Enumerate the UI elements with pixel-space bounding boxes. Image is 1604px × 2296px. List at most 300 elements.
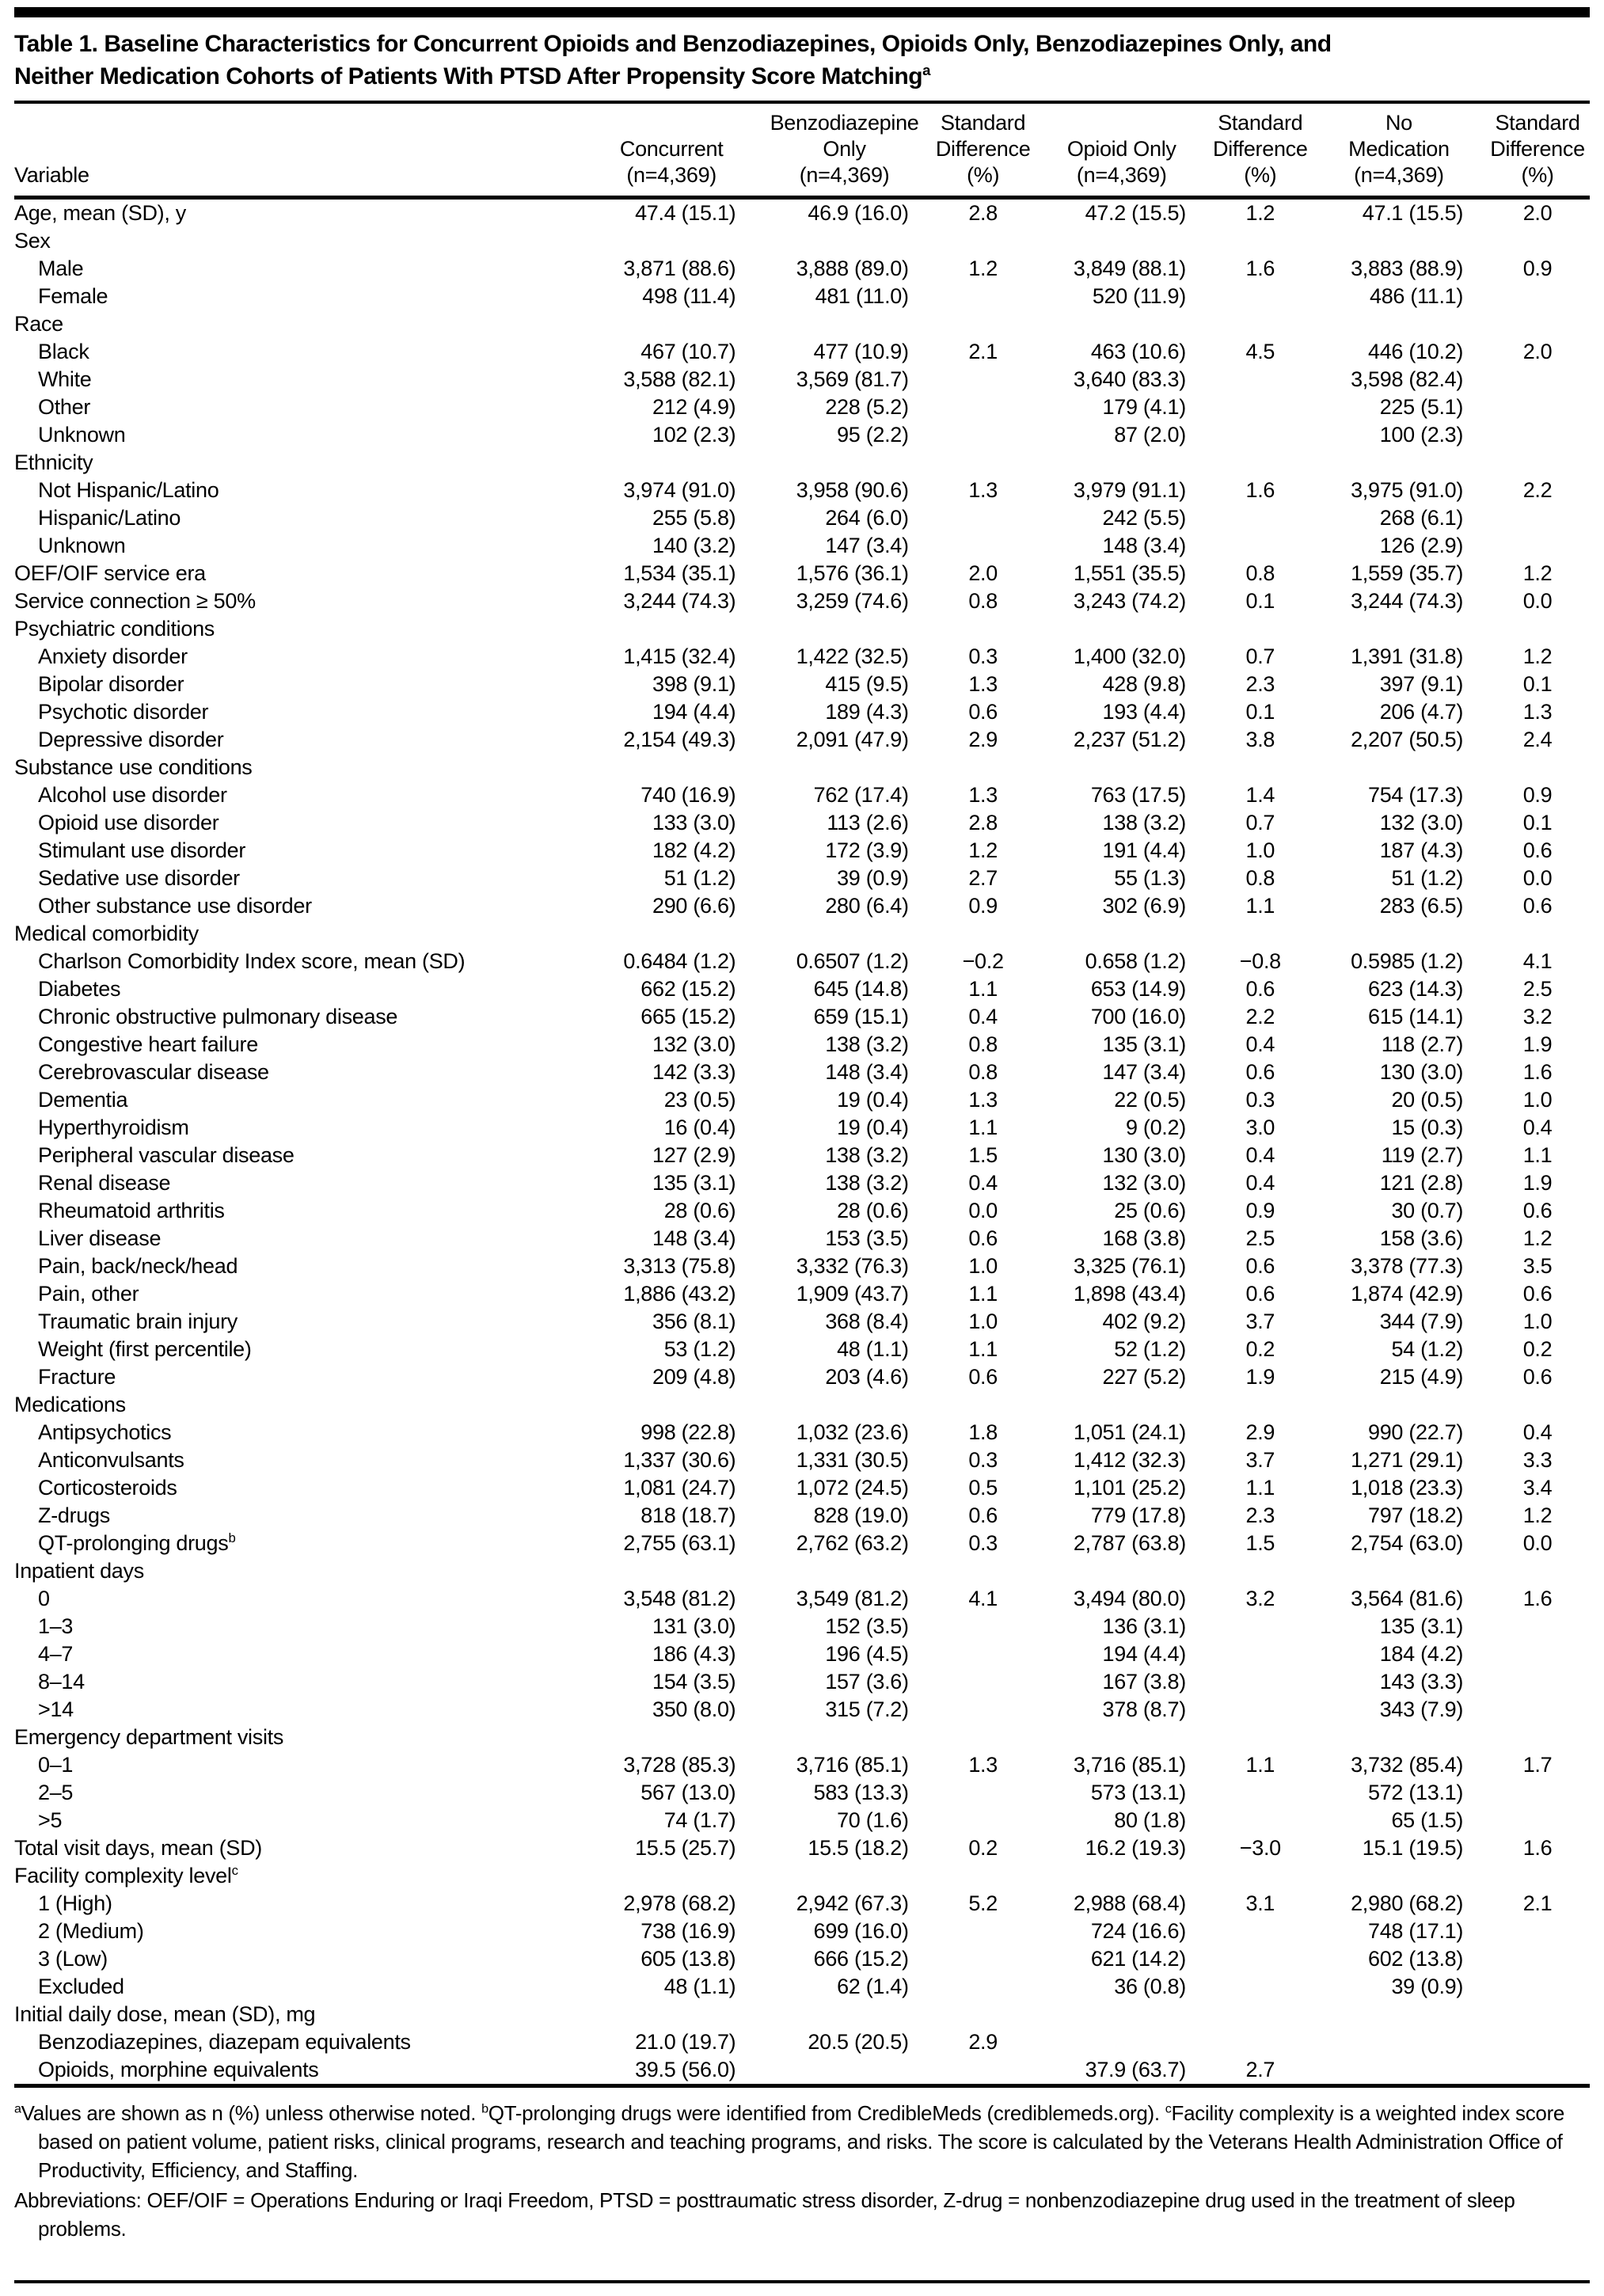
cell-value	[758, 1557, 930, 1585]
table-row	[14, 504, 1590, 532]
cell-value: 344 (7.9)	[1379, 1310, 1464, 1333]
cell-value: 62 (1.4)	[837, 1975, 909, 1998]
cell-value: 70 (1.6)	[837, 1808, 909, 1832]
cell-value: 797 (18.2)	[1368, 1503, 1464, 1527]
cell-value	[585, 1724, 758, 1751]
column-header-line: Variable	[14, 163, 89, 187]
cell-standard-difference	[1208, 615, 1313, 643]
cell-standard-difference	[931, 366, 1036, 393]
cell-standard-difference: 2.9	[968, 2030, 998, 2054]
table-row	[14, 615, 1590, 643]
table-row	[14, 255, 1590, 283]
cell-standard-difference: 0.8	[1245, 561, 1275, 585]
cell-standard-difference: 3.4	[1522, 1476, 1553, 1500]
row-label: QT-prolonging drugs$^b$	[38, 1530, 236, 1555]
cell-value: 2,762 (63.2)	[796, 1531, 909, 1555]
cell-standard-difference: 0.6	[1522, 894, 1553, 918]
cell-value: 1,051 (24.1)	[1073, 1420, 1186, 1444]
cell-standard-difference: 1.1	[1245, 1753, 1275, 1777]
cell-value: 95 (2.2)	[837, 423, 909, 447]
row-label: Opioids, morphine equivalents	[38, 2058, 319, 2081]
cell-standard-difference	[931, 283, 1036, 310]
cell-standard-difference: 1.2	[968, 838, 998, 862]
cell-standard-difference: 1.3	[968, 478, 998, 502]
cell-value: 0.6484 (1.2)	[623, 949, 736, 973]
column-header-line: Difference	[1490, 137, 1585, 161]
row-label: Total visit days, mean (SD)	[14, 1836, 262, 1860]
table-row	[14, 1945, 1590, 1973]
cell-standard-difference: 3.0	[1245, 1116, 1275, 1139]
cell-value: 100 (2.3)	[1379, 423, 1464, 447]
cell-value: 131 (3.0)	[652, 1614, 736, 1638]
cell-standard-difference: 1.9	[1522, 1032, 1553, 1056]
table-row	[14, 1059, 1590, 1086]
cell-value: 15 (0.3)	[1391, 1116, 1464, 1139]
table-row	[14, 1502, 1590, 1530]
table-row	[14, 477, 1590, 504]
cell-value: 290 (6.6)	[652, 894, 736, 918]
cell-standard-difference	[931, 1862, 1036, 1890]
cell-value: 225 (5.1)	[1379, 395, 1464, 419]
column-header-benzodiazepine-only	[758, 104, 930, 198]
cell-value	[1036, 2028, 1208, 2056]
cell-standard-difference: 0.8	[968, 1032, 998, 1056]
cell-value	[1313, 2001, 1485, 2028]
cell-value: 23 (0.5)	[663, 1088, 736, 1112]
cell-value	[1036, 920, 1208, 948]
table-row	[14, 920, 1590, 948]
cell-value: 48 (1.1)	[837, 1337, 909, 1361]
cell-standard-difference	[931, 1779, 1036, 1807]
cell-value: 665 (15.2)	[640, 1005, 736, 1028]
cell-standard-difference: 0.4	[1245, 1171, 1275, 1195]
cell-value: 148 (3.4)	[1102, 534, 1186, 557]
table-row	[14, 1169, 1590, 1197]
cell-standard-difference	[931, 754, 1036, 781]
table-row	[14, 198, 1590, 228]
cell-value	[1036, 227, 1208, 255]
cell-value: 1,072 (24.5)	[796, 1476, 909, 1500]
cell-value: 194 (4.4)	[652, 700, 736, 724]
table-row	[14, 1280, 1590, 1308]
cell-standard-difference	[1485, 2056, 1590, 2084]
baseline-characteristics-table	[14, 104, 1590, 2084]
cell-value: 3,313 (75.8)	[623, 1254, 736, 1278]
cell-value: 1,101 (25.2)	[1073, 1476, 1186, 1500]
row-label: Peripheral vascular disease	[38, 1143, 295, 1167]
cell-standard-difference	[1208, 2028, 1313, 2056]
cell-value: 157 (3.6)	[825, 1670, 909, 1693]
cell-standard-difference	[1485, 1668, 1590, 1696]
cell-value: 28 (0.6)	[663, 1199, 736, 1222]
cell-value: 130 (3.0)	[1102, 1143, 1186, 1167]
cell-value: 264 (6.0)	[825, 506, 909, 530]
cell-standard-difference: 2.3	[1245, 1503, 1275, 1527]
cell-standard-difference: 0.4	[1522, 1420, 1553, 1444]
cell-value: 1,391 (31.8)	[1351, 644, 1464, 668]
cell-value	[1036, 615, 1208, 643]
column-header-line: Concurrent	[619, 137, 724, 161]
title-line-1: Table 1. Baseline Characteristics for Concurrent Opioids and Benzodiazepines, Opioids Only, Benzodiazepines Only, and	[14, 31, 1332, 57]
cell-standard-difference: 0.2	[1522, 1337, 1553, 1361]
cell-standard-difference	[1208, 1640, 1313, 1668]
cell-standard-difference: 1.1	[968, 1282, 998, 1306]
cell-standard-difference: 0.4	[1522, 1116, 1553, 1139]
cell-standard-difference: 0.8	[968, 1060, 998, 1084]
cell-value: 990 (22.7)	[1368, 1420, 1464, 1444]
column-header-line: Difference	[935, 137, 1031, 161]
cell-standard-difference: 2.8	[968, 811, 998, 834]
cell-value: 3,728 (85.3)	[623, 1753, 736, 1777]
table-row	[14, 2001, 1590, 2028]
row-label: Opioid use disorder	[38, 811, 219, 834]
column-header-line: (%)	[967, 163, 1000, 187]
cell-standard-difference: 2.5	[1522, 977, 1553, 1001]
cell-standard-difference: 0.6	[968, 1365, 998, 1389]
cell-value: 779 (17.8)	[1090, 1503, 1186, 1527]
cell-standard-difference: 0.9	[1522, 257, 1553, 280]
cell-value	[1036, 1391, 1208, 1419]
cell-value: 39 (0.9)	[1391, 1975, 1464, 1998]
cell-standard-difference: 1.6	[1522, 1836, 1553, 1860]
row-label: Sex	[14, 229, 51, 253]
cell-standard-difference: −0.2	[962, 949, 1004, 973]
cell-value: 1,331 (30.5)	[796, 1448, 909, 1472]
cell-standard-difference: 2.9	[968, 728, 998, 751]
cell-standard-difference: 3.8	[1245, 728, 1275, 751]
cell-standard-difference	[1208, 504, 1313, 532]
table-row	[14, 1751, 1590, 1779]
cell-value: 659 (15.1)	[813, 1005, 909, 1028]
footnote-superscript: a	[14, 2101, 21, 2116]
cell-value: 1,032 (23.6)	[796, 1420, 909, 1444]
cell-standard-difference	[1485, 310, 1590, 338]
cell-value: 52 (1.2)	[1114, 1337, 1186, 1361]
cell-value: 148 (3.4)	[825, 1060, 909, 1084]
table-row	[14, 532, 1590, 560]
cell-value: 3,569 (81.7)	[796, 367, 909, 391]
cell-standard-difference: 3.7	[1245, 1448, 1275, 1472]
cell-value: 138 (3.2)	[825, 1032, 909, 1056]
cell-value: 30 (0.7)	[1391, 1199, 1464, 1222]
cell-standard-difference	[1485, 504, 1590, 532]
cell-value: 16 (0.4)	[663, 1116, 736, 1139]
cell-value: 87 (2.0)	[1114, 423, 1186, 447]
column-header-variable	[14, 104, 585, 198]
cell-value: 402 (9.2)	[1102, 1310, 1186, 1333]
cell-standard-difference	[1208, 283, 1313, 310]
table-row	[14, 1142, 1590, 1169]
cell-standard-difference: 1.1	[1522, 1143, 1553, 1167]
row-label: Benzodiazepines, diazepam equivalents	[38, 2030, 411, 2054]
cell-value: 315 (7.2)	[825, 1697, 909, 1721]
table-row	[14, 587, 1590, 615]
row-label: 1 (High)	[38, 1891, 112, 1915]
row-label: Emergency department visits	[14, 1725, 284, 1749]
cell-value: 356 (8.1)	[652, 1310, 736, 1333]
cell-value	[758, 2001, 930, 2028]
cell-standard-difference: 1.5	[968, 1143, 998, 1167]
cell-standard-difference	[1208, 449, 1313, 477]
row-label: Pain, other	[38, 1282, 139, 1306]
table-top-bar	[14, 7, 1590, 17]
cell-value	[1036, 1724, 1208, 1751]
row-label: Pain, back/neck/head	[38, 1254, 238, 1278]
cell-value	[585, 310, 758, 338]
cell-standard-difference	[1485, 1557, 1590, 1585]
cell-value	[1313, 310, 1485, 338]
table-row	[14, 1724, 1590, 1751]
cell-standard-difference	[1485, 421, 1590, 449]
cell-standard-difference: 0.0	[968, 1199, 998, 1222]
table-row	[14, 310, 1590, 338]
cell-value: 2,091 (47.9)	[796, 728, 909, 751]
cell-standard-difference	[1485, 1640, 1590, 1668]
cell-standard-difference: −3.0	[1239, 1836, 1281, 1860]
cell-value	[758, 615, 930, 643]
cell-standard-difference	[1208, 1696, 1313, 1724]
cell-value: 1,576 (36.1)	[796, 561, 909, 585]
cell-value: 152 (3.5)	[825, 1614, 909, 1638]
cell-value: 2,988 (68.4)	[1073, 1891, 1186, 1915]
cell-standard-difference: 0.6	[1522, 1199, 1553, 1222]
table-row	[14, 560, 1590, 587]
cell-standard-difference: 0.1	[1522, 811, 1553, 834]
cell-standard-difference: 0.1	[1245, 700, 1275, 724]
title-line-2-text: Neither Medication Cohorts of Patients With PTSD After Propensity Score Matching	[14, 63, 923, 89]
table-row	[14, 366, 1590, 393]
cell-value: 573 (13.1)	[1090, 1781, 1186, 1804]
cell-standard-difference: 1.1	[1245, 1476, 1275, 1500]
cell-value: 203 (4.6)	[825, 1365, 909, 1389]
cell-standard-difference	[931, 615, 1036, 643]
cell-value: 242 (5.5)	[1102, 506, 1186, 530]
column-header-line: Only	[823, 137, 866, 161]
cell-value: 268 (6.1)	[1379, 506, 1464, 530]
cell-value: 1,898 (43.4)	[1073, 1282, 1186, 1306]
cell-value: 53 (1.2)	[663, 1337, 736, 1361]
cell-value	[758, 227, 930, 255]
cell-standard-difference: −0.8	[1239, 949, 1281, 973]
cell-standard-difference	[931, 1724, 1036, 1751]
cell-standard-difference: 3.3	[1522, 1448, 1553, 1472]
row-label: 0–1	[38, 1753, 74, 1777]
table-bottom-rule	[14, 2280, 1590, 2283]
cell-value: 818 (18.7)	[640, 1503, 736, 1527]
cell-value: 255 (5.8)	[652, 506, 736, 530]
cell-value: 135 (3.1)	[652, 1171, 736, 1195]
cell-value: 25 (0.6)	[1114, 1199, 1186, 1222]
cell-value	[1313, 1557, 1485, 1585]
cell-value	[758, 449, 930, 477]
cell-value: 3,588 (82.1)	[623, 367, 736, 391]
cell-standard-difference	[1485, 1724, 1590, 1751]
cell-value: 3,243 (74.2)	[1073, 589, 1186, 613]
cell-standard-difference: 0.4	[1245, 1032, 1275, 1056]
cell-value: 140 (3.2)	[652, 534, 736, 557]
cell-standard-difference: 0.6	[968, 1226, 998, 1250]
column-header-standard-difference-3	[1485, 104, 1590, 198]
cell-standard-difference: 2.0	[1522, 201, 1553, 225]
cell-value: 132 (3.0)	[1102, 1171, 1186, 1195]
cell-value	[1313, 1391, 1485, 1419]
table-row	[14, 1862, 1590, 1890]
row-label: White	[38, 367, 92, 391]
footnote: Abbreviations: OEF/OIF = Operations Enduring or Iraqi Freedom, PTSD = posttraumatic stress disorder, Z-drug = nonbenzodiazepine drug used in the treatment of sleep problems.	[14, 2188, 1515, 2241]
cell-value: 3,888 (89.0)	[796, 257, 909, 280]
cell-value: 133 (3.0)	[652, 811, 736, 834]
table-row	[14, 698, 1590, 726]
cell-value: 143 (3.3)	[1379, 1670, 1464, 1693]
cell-standard-difference: 2.1	[968, 340, 998, 363]
cell-standard-difference: 1.0	[968, 1254, 998, 1278]
row-label: Dementia	[38, 1088, 128, 1112]
cell-value: 343 (7.9)	[1379, 1697, 1464, 1721]
row-label: Male	[38, 257, 84, 280]
cell-standard-difference: 1.2	[1522, 1503, 1553, 1527]
cell-value	[585, 449, 758, 477]
cell-standard-difference	[1208, 1862, 1313, 1890]
cell-standard-difference: 1.0	[1522, 1310, 1553, 1333]
cell-standard-difference: 3.1	[1245, 1891, 1275, 1915]
cell-value: 136 (3.1)	[1102, 1614, 1186, 1638]
cell-standard-difference: 0.4	[1245, 1143, 1275, 1167]
row-label: Traumatic brain injury	[38, 1310, 238, 1333]
row-label: Depressive disorder	[38, 728, 224, 751]
cell-value: 498 (11.4)	[642, 284, 736, 308]
cell-value: 1,909 (43.7)	[796, 1282, 909, 1306]
cell-value	[1036, 1862, 1208, 1890]
cell-value: 2,755 (63.1)	[623, 1531, 736, 1555]
row-label: Substance use conditions	[14, 755, 253, 779]
row-label-superscript: b	[228, 1530, 236, 1545]
cell-value: 2,154 (49.3)	[623, 728, 736, 751]
cell-standard-difference	[931, 920, 1036, 948]
footnote: $^a$Values are shown as n (%) unless otherwise noted. $^b$QT-prolonging drugs were identified from CredibleMeds (crediblemeds.org). $^c$Facility complexity is a weighted index score based on patient volume, patient risks, clinical programs, research and teaching programs, and risks. The score is calculated by the Veterans Health Administration Office of Productivity, Efficiency, and Staffing.	[14, 2101, 1565, 2182]
cell-value: 3,979 (91.1)	[1073, 478, 1186, 502]
cell-value: 1,886 (43.2)	[623, 1282, 736, 1306]
cell-standard-difference: 0.0	[1522, 589, 1553, 613]
cell-value: 46.9 (16.0)	[808, 201, 909, 225]
column-header-line: (n=4,369)	[799, 163, 890, 187]
column-header-line: Standard	[1495, 111, 1580, 135]
cell-standard-difference: 1.0	[1522, 1088, 1553, 1112]
cell-value: 2,754 (63.0)	[1351, 1531, 1464, 1555]
table-head	[14, 104, 1590, 198]
cell-value: 615 (14.1)	[1368, 1005, 1464, 1028]
cell-standard-difference: 1.5	[1245, 1531, 1275, 1555]
column-header-line: (n=4,369)	[1354, 163, 1444, 187]
cell-value: 126 (2.9)	[1379, 534, 1464, 557]
column-header-line: Opioid Only	[1066, 137, 1176, 161]
cell-standard-difference: 3.7	[1245, 1310, 1275, 1333]
row-label: Charlson Comorbidity Index score, mean (SD)	[38, 949, 466, 973]
table-row	[14, 1114, 1590, 1142]
cell-value	[585, 920, 758, 948]
table-row	[14, 1530, 1590, 1557]
cell-value: 3,244 (74.3)	[1351, 589, 1464, 613]
table-row	[14, 975, 1590, 1003]
cell-value: 74 (1.7)	[663, 1808, 736, 1832]
cell-standard-difference	[1208, 393, 1313, 421]
row-label: Inpatient days	[14, 1559, 144, 1583]
cell-standard-difference: 0.3	[968, 644, 998, 668]
cell-standard-difference: 2.0	[968, 561, 998, 585]
cell-value: 3,494 (80.0)	[1073, 1587, 1186, 1610]
table-row	[14, 892, 1590, 920]
cell-value	[1036, 1557, 1208, 1585]
table-row	[14, 1918, 1590, 1945]
cell-value: 283 (6.5)	[1379, 894, 1464, 918]
cell-standard-difference: 0.7	[1245, 644, 1275, 668]
cell-standard-difference: 2.7	[968, 866, 998, 890]
cell-value	[585, 1862, 758, 1890]
cell-value: 3,549 (81.2)	[796, 1587, 909, 1610]
cell-standard-difference	[931, 1640, 1036, 1668]
table-row	[14, 421, 1590, 449]
cell-value: 154 (3.5)	[652, 1670, 736, 1693]
cell-standard-difference	[931, 449, 1036, 477]
cell-value: 55 (1.3)	[1114, 866, 1186, 890]
cell-value: 302 (6.9)	[1102, 894, 1186, 918]
table-row	[14, 1031, 1590, 1059]
cell-standard-difference: 1.3	[968, 672, 998, 696]
cell-standard-difference: 2.2	[1245, 1005, 1275, 1028]
cell-standard-difference: 2.9	[1245, 1420, 1275, 1444]
column-header-line: (%)	[1244, 163, 1277, 187]
cell-value: 228 (5.2)	[825, 395, 909, 419]
cell-standard-difference: 2.4	[1522, 728, 1553, 751]
cell-standard-difference: 1.2	[1522, 561, 1553, 585]
cell-standard-difference	[1485, 1918, 1590, 1945]
cell-standard-difference: 1.0	[1245, 838, 1275, 862]
cell-standard-difference: 0.6	[1522, 1365, 1553, 1389]
cell-value: 2,942 (67.3)	[796, 1891, 909, 1915]
table-row	[14, 1225, 1590, 1253]
row-label: OEF/OIF service era	[14, 561, 206, 585]
cell-standard-difference	[1208, 1613, 1313, 1640]
row-label: Stimulant use disorder	[38, 838, 246, 862]
cell-standard-difference	[1485, 393, 1590, 421]
cell-standard-difference	[931, 310, 1036, 338]
cell-value: 132 (3.0)	[652, 1032, 736, 1056]
row-label: Medications	[14, 1393, 126, 1416]
cell-standard-difference	[1208, 366, 1313, 393]
cell-value: 397 (9.1)	[1379, 672, 1464, 696]
cell-standard-difference: 1.2	[1522, 644, 1553, 668]
cell-standard-difference: 4.5	[1245, 340, 1275, 363]
title-superscript: a	[922, 61, 930, 78]
row-label: Fracture	[38, 1365, 116, 1389]
row-label: Facility complexity level$^c$	[14, 1863, 238, 1887]
cell-value: 138 (3.2)	[825, 1143, 909, 1167]
cell-value: 763 (17.5)	[1090, 783, 1186, 807]
cell-standard-difference: 0.2	[1245, 1337, 1275, 1361]
cell-value: 36 (0.8)	[1114, 1975, 1186, 1998]
cell-standard-difference	[1208, 532, 1313, 560]
cell-value: 1,551 (35.5)	[1073, 561, 1186, 585]
cell-value: 1,422 (32.5)	[796, 644, 909, 668]
cell-standard-difference	[1208, 1973, 1313, 2001]
cell-value: 3,716 (85.1)	[1073, 1753, 1186, 1777]
cell-standard-difference: 1.1	[1245, 894, 1275, 918]
cell-standard-difference	[1485, 1613, 1590, 1640]
cell-standard-difference: 0.1	[1522, 672, 1553, 696]
cell-standard-difference: 3.2	[1522, 1005, 1553, 1028]
cell-standard-difference: 1.7	[1522, 1753, 1553, 1777]
cell-value: 19 (0.4)	[837, 1116, 909, 1139]
cell-value: 3,716 (85.1)	[796, 1753, 909, 1777]
